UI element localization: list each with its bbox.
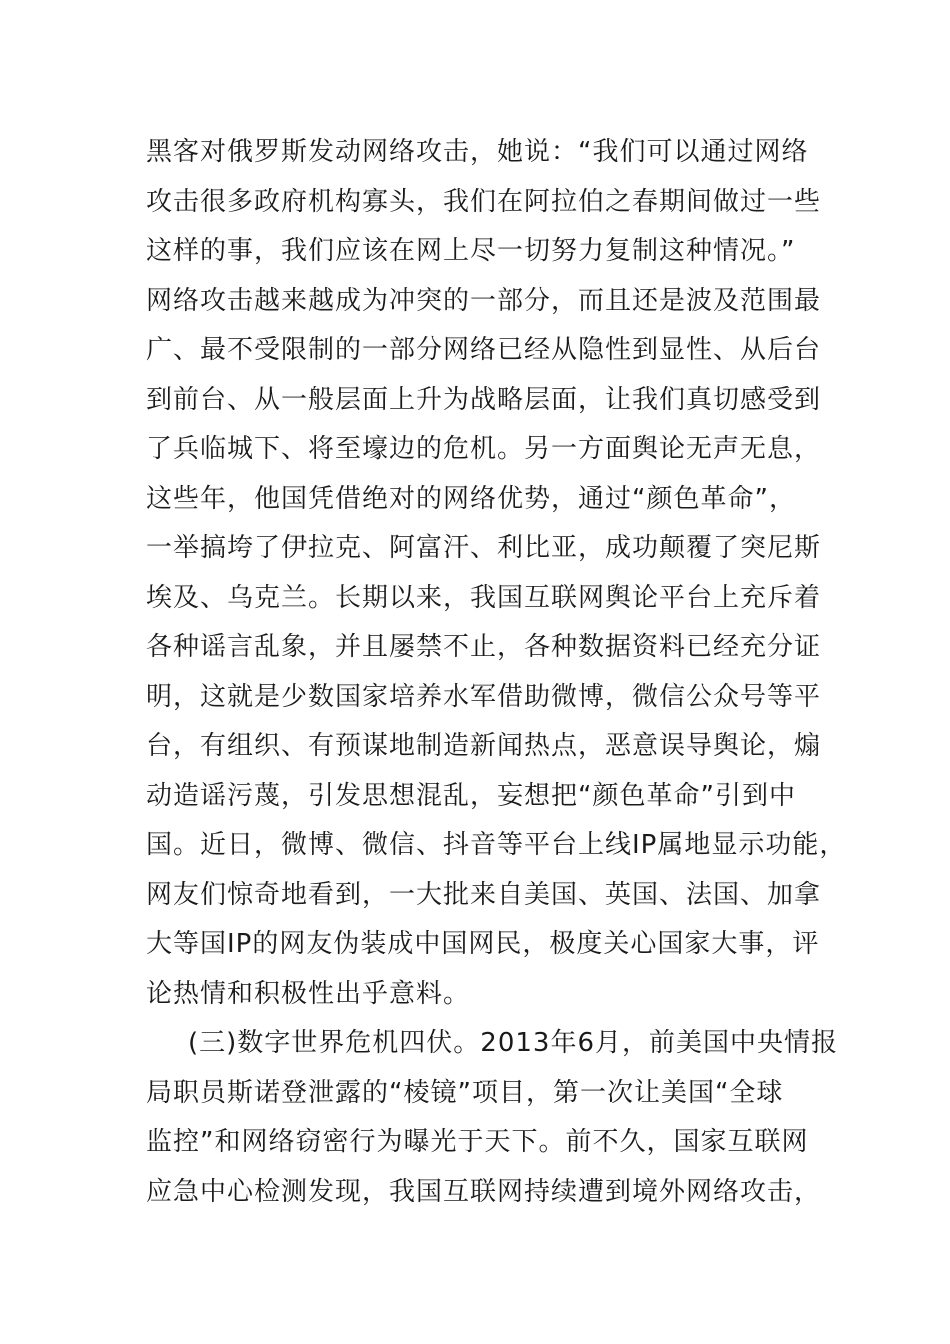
text-line: 这些年，他国凭借绝对的网络优势，通过“颜色革命”，	[146, 483, 796, 514]
text-line: 应急中心检测发现，我国互联网持续遭到境外网络攻击，	[146, 1176, 822, 1207]
text-line: 到前台、从一般层面上升为战略层面，让我们真切感受到	[146, 384, 822, 415]
section-heading-line: (三)数字世界危机四伏。2013年6月，前美国中央情报	[188, 1028, 838, 1058]
text-line: 台，有组织、有预谋地制造新闻热点，恶意误导舆论，煽	[146, 731, 822, 761]
text-line: 广、最不受限制的一部分网络已经从隐性到显性、从后台	[146, 335, 822, 365]
text-line: 大等国IP的网友伪装成中国网民，极度关心国家大事，评	[146, 929, 820, 959]
text-line: 了兵临城下、将至壕边的危机。另一方面舆论无声无息，	[146, 434, 822, 464]
text-line: 网友们惊奇地看到，一大批来自美国、英国、法国、加拿	[146, 879, 822, 910]
text-line: 动造谣污蔑，引发思想混乱，妄想把“颜色革命”引到中	[146, 780, 796, 811]
text-line: 这样的事，我们应该在网上尽一切努力复制这种情况。”	[146, 236, 796, 266]
text-line: 黑客对俄罗斯发动网络攻击，她说：“我们可以通过网络	[146, 137, 809, 167]
body-text	[146, 128, 847, 1217]
text-line: 一举搞垮了伊拉克、阿富汗、利比亚，成功颠覆了突尼斯	[146, 533, 822, 563]
text-line: 攻击很多政府机构寡头，我们在阿拉伯之春期间做过一些	[146, 186, 822, 217]
text-line: 明，这就是少数国家培养水军借助微博，微信公众号等平	[146, 681, 822, 712]
text-line: 国。近日，微博、微信、抖音等平台上线IP属地显示功能，	[146, 830, 847, 860]
text-line: 各种谣言乱象，并且屡禁不止，各种数据资料已经充分证	[146, 632, 822, 662]
text-line: 网络攻击越来越成为冲突的一部分，而且还是波及范围最	[146, 285, 822, 316]
text-line: 局职员斯诺登泄露的“棱镜”项目，第一次让美国“全球	[146, 1077, 784, 1108]
text-line: 监控”和网络窃密行为曝光于天下。前不久，国家互联网	[146, 1127, 809, 1157]
text-line: 论热情和积极性出乎意料。	[146, 978, 471, 1009]
text-line: 埃及、乌克兰。长期以来，我国互联网舆论平台上充斥着	[146, 582, 822, 613]
